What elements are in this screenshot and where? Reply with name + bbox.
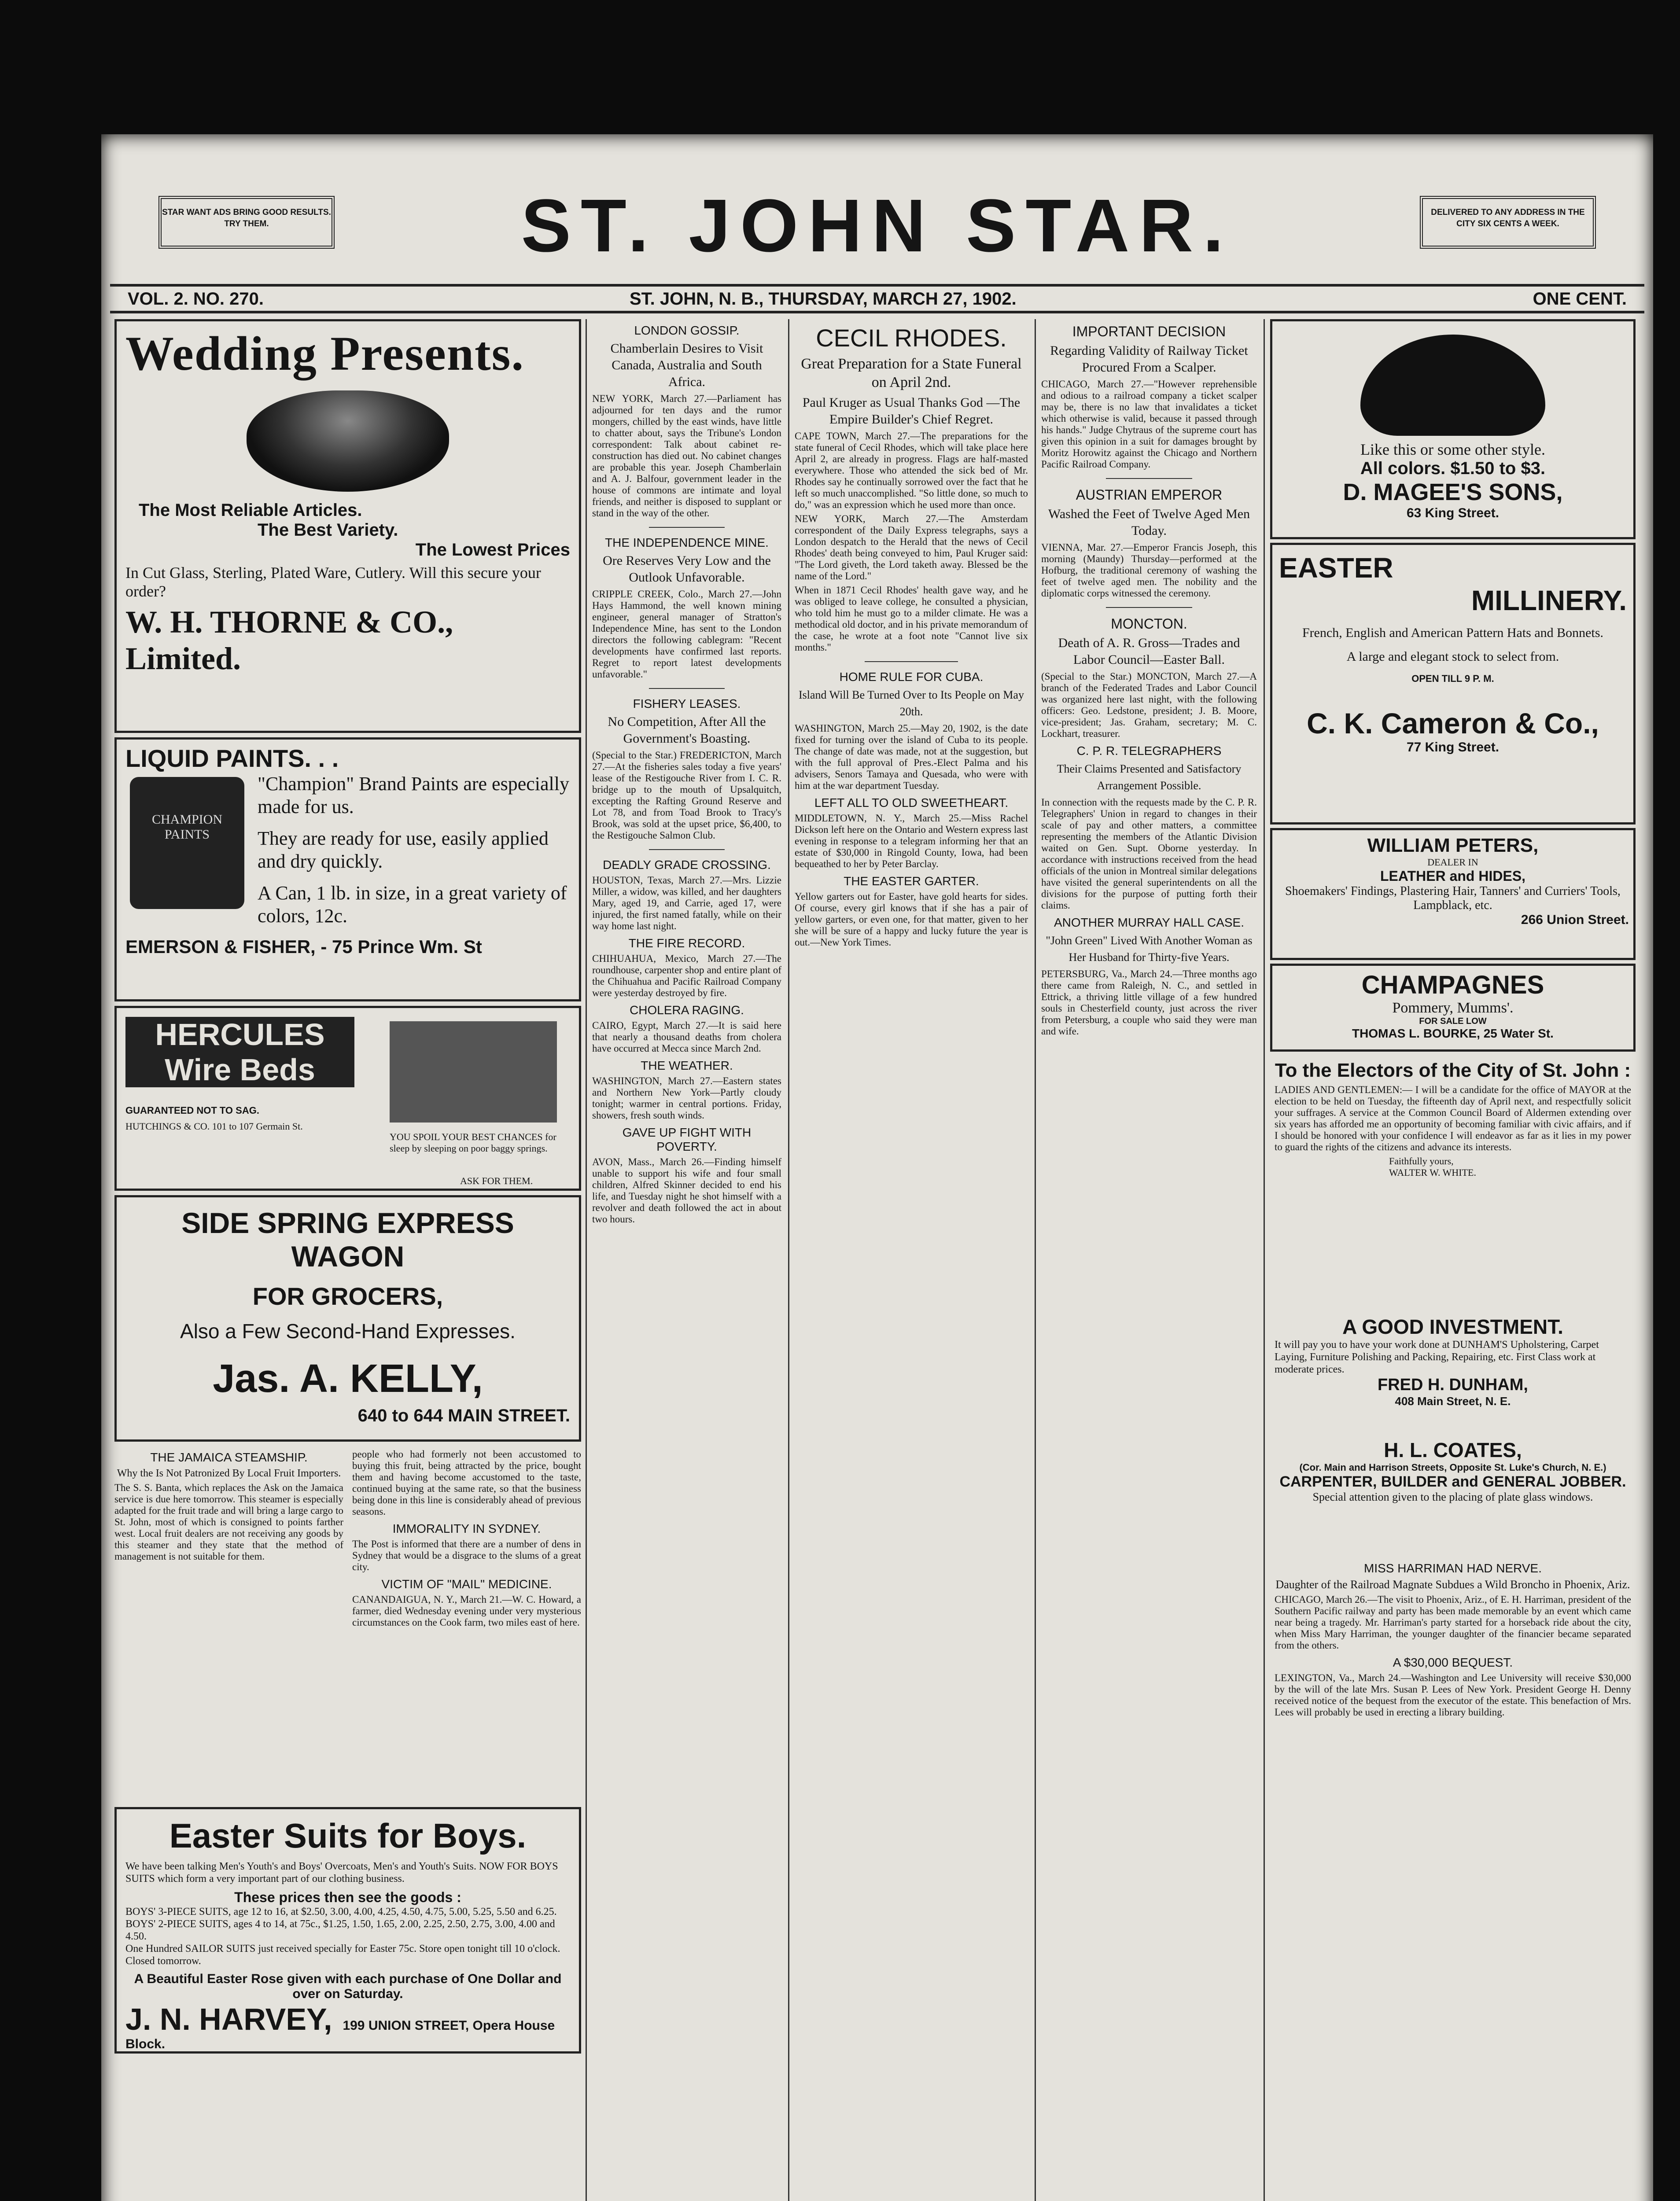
- variety-line: The Best Variety.: [258, 520, 398, 540]
- crossing-headline: DEADLY GRADE CROSSING.: [603, 858, 771, 872]
- murray-body: PETERSBURG, Va., March 24.—Three months ago there came from Raleigh, N. C., and settled in Ettrick, a thriving little village of a few hundred souls in Chesterfield county, just across the river from Petersburg, a couple who said they were man and wife.: [1041, 968, 1257, 1037]
- prices-line: The Lowest Prices: [415, 540, 570, 559]
- hercules-title: HERCULES Wire Beds: [125, 1017, 354, 1087]
- mine-headline: THE INDEPENDENCE MINE.: [605, 536, 769, 549]
- sweetheart-body: MIDDLETOWN, N. Y., March 25.—Miss Rachel Dickson left here on the Ontario and Western express last evening in response to a telegram informing her that an estate of $30,000 in Ringold County, Iowa, had been bequeathed to her by Peter Barclay.: [795, 813, 1028, 869]
- millinery-word: MILLINERY.: [1471, 585, 1627, 616]
- electors-headline: To the Electors of the City of St. John :: [1275, 1060, 1631, 1081]
- cholera-headline: CHOLERA RAGING.: [630, 1003, 744, 1017]
- cholera-body: CAIRO, Egypt, March 27.—It is said here that nearly a thousand deaths from cholera have occurred at Mecca since March 2nd.: [592, 1020, 781, 1054]
- rhodes-subhead: Great Preparation for a State Funeral on April 2nd.: [801, 356, 1022, 390]
- harriman-headline: MISS HARRIMAN HAD NERVE.: [1364, 1561, 1542, 1575]
- jamaica-headline: THE JAMAICA STEAMSHIP.: [150, 1450, 308, 1464]
- gossip-headline: LONDON GOSSIP.: [634, 324, 740, 337]
- thorne-ad: [114, 319, 581, 733]
- peters-name: WILLIAM PETERS,: [1367, 835, 1539, 856]
- cameron-address: 77 King Street.: [1406, 740, 1499, 755]
- harriman-story: [1270, 1561, 1636, 1718]
- investment-headline: A GOOD INVESTMENT.: [1342, 1315, 1563, 1338]
- sleeping-man-illustration: [390, 1021, 557, 1123]
- poverty-body: AVON, Mass., March 26.—Finding himself unable to support his wife and four small children, Alfred Skinner decided to end his life, and Tuesday night he shot himself with a revolver and death followed the act in about two hours.: [592, 1156, 781, 1225]
- fishery-body: (Special to the Star.) FREDERICTON, March 27.—At the fisheries sales today a five years' lease of the Restigouche River from I. C. R. bridge up to the mouth of Upsalquitch, excepting the Rafting Ground Reserve and Lot 78, and from Toad Brook to Tracy's Brook, was sold at the upset price, $6,400, to the Restigouche Salmon Club.: [592, 750, 781, 841]
- jamaica-col-b: [352, 1446, 581, 1803]
- masthead: [101, 176, 1653, 277]
- emperor-subhead: Washed the Feet of Twelve Aged Men Today.: [1048, 507, 1250, 538]
- emperor-body: VIENNA, Mar. 27.—Emperor Francis Joseph, this morning (Maundy) Thursday—performed at the Hofburg, the traditional ceremony of washing the feet of twelve aged men. The nobility and the diplomatic corps witnessed the ceremony.: [1041, 542, 1257, 599]
- garter-headline: THE EASTER GARTER.: [844, 874, 979, 888]
- fire-headline: THE FIRE RECORD.: [628, 936, 745, 950]
- ask-text: ASK FOR THEM.: [460, 1175, 533, 1186]
- price: ONE CENT.: [1533, 289, 1627, 309]
- column-3: [795, 319, 1028, 2201]
- weather-headline: THE WEATHER.: [641, 1059, 733, 1072]
- reliable-line: The Most Reliable Articles.: [139, 501, 362, 520]
- rhodes-body-2: NEW YORK, March 27.—The Amsterdam correspondent of the Daily Express telegraphs, says a London despatch to the Herald that the news of Cecil Rhodes' death being conveyed to him, Paul Kruger said: "The Lord giveth, the Lord taketh away. Blessed be the name of the Lord.": [795, 513, 1028, 582]
- plate-glass-line: Special attention given to the placing of plate glass windows.: [1312, 1491, 1593, 1503]
- dateline-bar: [110, 284, 1644, 313]
- coates-ad: [1270, 1434, 1636, 1557]
- dealer-label: DEALER IN: [1427, 857, 1478, 868]
- cpr-subhead: Their Claims Presented and Satisfactory Arrangement Possible.: [1057, 762, 1242, 792]
- harriman-body: CHICAGO, March 26.—The visit to Phoenix, Ariz., of E. H. Harriman, president of the Southern Pacific railway and party has been made memorable by an event which came near being a tragedy. Mr. Harriman's party started for a horseback ride about the city, when Miss Mary Harriman, the younger daughter of the financier became separated from the others.: [1275, 1594, 1631, 1651]
- fire-body: CHIHUAHUA, Mexico, March 27.—The roundhouse, carpenter shop and entire plant of the Chihuahua and Pacific Railroad Company were yesterday destroyed by fire.: [592, 953, 781, 998]
- harvey-ad: [114, 1807, 581, 2054]
- moncton-body: (Special to the Star.) MONCTON, March 27.—A branch of the Federated Trades and Labor Council was organized here last night, with the following officers: Geo. Ledstone, president; J. B. Moore, vice-president; Jas. Graham, secretary; M. C. Lockhart, treasurer.: [1041, 671, 1257, 739]
- cpr-body: In connection with the requests made by the C. P. R. Telegraphers' Union in regard to changes in their scale of pay and other matters, a committee representing the members of the Atlantic Division waited on Gen. Supt. Oborne yesterday. In accordance with instructions received from the head officials of the union in Montreal similar delegations have visited the general superintendents on all the divisions for the purpose of putting forth their claims.: [1041, 797, 1257, 911]
- rhodes-headline: CECIL RHODES.: [816, 324, 1007, 352]
- column-rule: [1035, 319, 1036, 2201]
- bourke-name: THOMAS L. BOURKE, 25 Water St.: [1352, 1027, 1554, 1040]
- faithfully-line: Faithfully yours,: [1389, 1156, 1454, 1167]
- kelly-ad: [114, 1195, 581, 1442]
- wagon-headline: SIDE SPRING EXPRESS WAGON: [181, 1207, 514, 1273]
- murray-headline: ANOTHER MURRAY HALL CASE.: [1054, 916, 1245, 929]
- right-ear-box: DELIVERED TO ANY ADDRESS IN THE CITY SIX CENTS A WEEK.: [1420, 196, 1596, 249]
- divider: [649, 527, 725, 528]
- paint-can-image: CHAMPION PAINTS: [130, 777, 244, 909]
- prices-line: These prices then see the goods :: [234, 1889, 461, 1905]
- divider: [865, 661, 958, 662]
- coates-name: H. L. COATES,: [1384, 1439, 1522, 1461]
- jamaica-subhead: Why the Is Not Patronized By Local Fruit Importers.: [117, 1468, 341, 1479]
- hutchings-text: HUTCHINGS & CO. 101 to 107 Germain St.: [125, 1121, 303, 1132]
- harvey-name: J. N. HARVEY,: [125, 2002, 332, 2036]
- murray-subhead: "John Green" Lived With Another Woman as Her Husband for Thirty-five Years.: [1046, 934, 1253, 964]
- divider: [1106, 607, 1192, 608]
- secondhand-line: Also a Few Second-Hand Expresses.: [180, 1320, 516, 1343]
- issue-date: ST. JOHN, N. B., THURSDAY, MARCH 27, 1902.: [630, 289, 1017, 309]
- cut-glass-text: In Cut Glass, Sterling, Plated Ware, Cutlery. Will this secure your order?: [125, 564, 541, 600]
- column-rule: [788, 319, 789, 2201]
- divider: [649, 849, 725, 850]
- ready-text: They are ready for use, easily applied and dry quickly.: [258, 828, 549, 872]
- weather-body: WASHINGTON, March 27.—Eastern states and Northern New York—Partly cloudy tonight; warmer in central portions. Friday, showers, fresh south winds.: [592, 1075, 781, 1121]
- spoil-text: YOU SPOIL YOUR BEST CHANCES for sleep by sleeping on poor baggy springs.: [390, 1131, 556, 1154]
- gossip-subhead: Chamberlain Desires to Visit Canada, Australia and South Africa.: [610, 341, 763, 389]
- rhodes-body: CAPE TOWN, March 27.—The preparations for the state funeral of Cecil Rhodes, which will take place here April 2, are already in progress. Flags are half-masted everywhere. Those who attended the sick bed of Mr. Rhodes say he continually sorrowed over the fact that he left so much unaccomplished. "So little done, so much to do," was an expression which he used more than once.: [795, 431, 1028, 510]
- can-price-text: A Can, 1 lb. in size, in a great variety of colors, 12c.: [258, 882, 567, 927]
- carpenter-line: CARPENTER, BUILDER and GENERAL JOBBER.: [1279, 1473, 1626, 1490]
- dunham-name: FRED H. DUNHAM,: [1378, 1376, 1528, 1394]
- mine-body: CRIPPLE CREEK, Colo., March 27.—John Hays Hammond, the well known mining engineer, general manager of Stratton's Independence Mine, has sent to the London directors the following cablegram: "Recent developments have confirmed last reports. Regret to report latest developments unfavorable.": [592, 589, 781, 680]
- easter-word: EASTER: [1279, 552, 1393, 584]
- for-sale-line: FOR SALE LOW: [1419, 1016, 1487, 1026]
- peters-ad: [1270, 828, 1636, 960]
- wedding-headline: Wedding Presents.: [125, 327, 524, 380]
- cuba-subhead: Island Will Be Turned Over to Its People on May 20th.: [799, 688, 1024, 718]
- boys-3piece: BOYS' 3-PIECE SUITS, age 12 to 16, at $2.50, 3.00, 4.00, 4.25, 4.50, 4.75, 5.00, 5.25, 5.50 and 6.25.: [125, 1906, 557, 1918]
- coates-address: (Cor. Main and Harrison Streets, Opposite St. Luke's Church, N. E.): [1299, 1462, 1606, 1473]
- cuba-headline: HOME RULE FOR CUBA.: [839, 670, 984, 684]
- hat-caption: Like this or some other style.: [1360, 441, 1545, 458]
- bequest-body: LEXINGTON, Va., March 24.—Washington and Lee University will receive $30,000 by the will of the late Mrs. Susan P. Lees of New York. President George H. Denny received notice of the bequest from the executor of the estate. This benefaction of Mrs. Lees will probably be used in erecting a library building.: [1275, 1672, 1631, 1718]
- cameron-name: C. K. Cameron & Co.,: [1307, 707, 1599, 740]
- jamaica-story: [114, 1446, 581, 1803]
- paints-headline: LIQUID PAINTS. . .: [125, 744, 339, 772]
- paints-ad: [114, 737, 581, 1001]
- emerson-name: EMERSON & FISHER, - 75 Prince Wm. St: [125, 936, 482, 957]
- white-signature: WALTER W. WHITE.: [1389, 1167, 1476, 1178]
- magee-address: 63 King Street.: [1406, 506, 1499, 520]
- immorality-body: The Post is informed that there are a number of dens in Sydney that would be a disgrace to the slums of a great city.: [352, 1538, 581, 1572]
- kelly-name: Jas. A. KELLY,: [213, 1357, 483, 1401]
- cameron-ad: [1270, 543, 1636, 824]
- millinery-body: French, English and American Pattern Hats and Bonnets.: [1302, 626, 1604, 640]
- hat-price: All colors. $1.50 to $3.: [1360, 459, 1546, 478]
- emperor-headline: AUSTRIAN EMPEROR: [1076, 487, 1223, 503]
- harvey-address: 199 UNION STREET, Opera House Block.: [125, 2018, 555, 2051]
- open-hours: OPEN TILL 9 P. M.: [1411, 673, 1494, 684]
- cuba-body: WASHINGTON, March 25.—May 20, 1902, is the date fixed for turning over the island of Cuba to its people. The change of date was made, not at the suggestion, but with the full approval of Pres.-Elect Palma and his advisers, Senors Tamaya and Quesada, who were with him at the war department Tuesday.: [795, 723, 1028, 791]
- column-2: [592, 319, 781, 2201]
- column-4: [1041, 319, 1257, 2201]
- mail-medicine-body: CANANDAIGUA, N. Y., March 21.—W. C. Howard, a farmer, died Wednesday evening under very mysterious circumstances on the Cook farm, two miles east of here.: [352, 1594, 581, 1628]
- bequest-headline: A $30,000 BEQUEST.: [1393, 1656, 1513, 1669]
- column-1-ads: [114, 319, 581, 2201]
- column-rule: [586, 319, 587, 2201]
- electors-body: LADIES AND GENTLEMEN:— I will be a candidate for the office of MAYOR at the election to be held on Tuesday, the fifteenth day of April next, and respectfully solicit your suffrages. A service at the Common Council Board of Aldermen extending over six years has afforded me an opportunity of becoming familiar with civic affairs, and if I should be honored with your confidence I will endeavor as far as it lies in my power to guard the rights of the citizens and advance its interests.: [1275, 1084, 1631, 1152]
- rhodes-subhead-2: Paul Kruger as Usual Thanks God —The Empire Builder's Chief Regret.: [802, 395, 1021, 427]
- mine-subhead: Ore Reserves Very Low and the Outlook Unfavorable.: [603, 553, 771, 585]
- jamaica-col-a: [114, 1446, 343, 1803]
- investment-body: It will pay you to have your work done at DUNHAM'S Upholstering, Carpet Laying, Furniture Polishing and Packing, Repairing, etc. First Class work at moderate prices.: [1275, 1339, 1599, 1375]
- jamaica-body-cont: people who had formerly not been accustomed to buying this fruit, being attracted by the price, bought them and having become accustomed to the taste, continued buying at the same rate, so that the business being done in this line is considerably ahead of previous seasons.: [352, 1449, 581, 1517]
- crossing-body: HOUSTON, Texas, March 27.—Mrs. Lizzie Miller, a widow, was killed, and her daughters Mary, aged 19, and Carrie, aged 17, were injured, the first named fatally, while on their way home last night.: [592, 875, 781, 931]
- decision-body: CHICAGO, March 27.—"However reprehensible and odious to a railroad company a ticket scalper may be, there is no law that invalidates a ticket which otherwise is valid, because it passed through his hands." Judge Chytraus of the supreme court has given this opinion in a suit for damages brought by Moritz Horowitz against the Chicago and Northern Pacific Railroad Company.: [1041, 379, 1257, 470]
- millinery-body-2: A large and elegant stock to select from.: [1346, 649, 1559, 664]
- thorne-name: W. H. THORNE & CO., Limited.: [125, 604, 453, 676]
- dunham-address: 408 Main Street, N. E.: [1395, 1395, 1511, 1408]
- champion-text: "Champion" Brand Paints are especially made for us.: [258, 773, 569, 817]
- easter-suits-body: We have been talking Men's Youth's and Boys' Overcoats, Men's and Youth's Suits. NOW FOR BOYS SUITS which form a very important part of our clothing business.: [125, 1861, 558, 1884]
- moncton-subhead: Death of A. R. Gross—Trades and Labor Council—Easter Ball.: [1058, 636, 1240, 667]
- moncton-headline: MONCTON.: [1111, 616, 1187, 632]
- sweetheart-headline: LEFT ALL TO OLD SWEETHEART.: [814, 796, 1009, 810]
- column-rule: [1264, 319, 1265, 2201]
- hat-image: [1360, 335, 1545, 436]
- bourke-ad: [1270, 964, 1636, 1052]
- volume-number: VOL. 2. NO. 270.: [128, 289, 264, 309]
- easter-suits-headline: Easter Suits for Boys.: [169, 1816, 527, 1855]
- electors-notice: [1270, 1055, 1636, 1310]
- left-ear-box: STAR WANT ADS BRING GOOD RESULTS. TRY THEM.: [158, 196, 335, 249]
- newspaper-page: [101, 134, 1653, 2201]
- boys-2piece: BOYS' 2-PIECE SUITS, ages 4 to 14, at 75c., $1.25, 1.50, 1.65, 2.00, 2.25, 2.50, 2.75, 3.00, 4.00 and 4.50.: [125, 1918, 555, 1942]
- hercules-ad: [114, 1006, 581, 1191]
- findings-line: Shoemakers' Findings, Plastering Hair, Tanners' and Curriers' Tools, Lampblack, etc.: [1285, 884, 1621, 912]
- champagnes-word: CHAMPAGNES: [1361, 971, 1544, 999]
- rhodes-body-3: When in 1871 Cecil Rhodes' health gave way, and he was obliged to leave college, he consulted a physician, who told him he must go to a milder climate. He was a methodical old doctor, and in his private memorandum of the case, he wrote at a foot note "Cannot live six months.": [795, 585, 1028, 653]
- cut-glass-bowl-image: [247, 390, 449, 492]
- leather-line: LEATHER and HIDES,: [1380, 868, 1526, 884]
- grocers-line: FOR GROCERS,: [252, 1282, 443, 1310]
- divider: [649, 688, 725, 689]
- pommery-line: Pommery, Mumms'.: [1392, 1000, 1514, 1016]
- guaranteed-text: GUARANTEED NOT TO SAG.: [125, 1105, 259, 1116]
- cpr-headline: C. P. R. TELEGRAPHERS: [1076, 744, 1222, 758]
- jamaica-body: The S. S. Banta, which replaces the Ask on the Jamaica service is due here tomorrow. This steamer is especially adapted for the fruit trade and will bring a large cargo to St. John, most of which is consigned to points farther west. Local fruit dealers are not receiving any goods by this steamer and they state that the method of management is not suitable for them.: [114, 1482, 343, 1562]
- sailor-suits: One Hundred SAILOR SUITS just received specially for Easter 75c. Store open tonight till 10 o'clock. Closed tomorrow.: [125, 1943, 560, 1967]
- harriman-subhead: Daughter of the Railroad Magnate Subdues a Wild Broncho in Phoenix, Ariz.: [1275, 1578, 1630, 1591]
- poverty-headline: GAVE UP FIGHT WITH POVERTY.: [622, 1126, 752, 1153]
- divider: [1106, 478, 1192, 479]
- kelly-address: 640 to 644 MAIN STREET.: [357, 1406, 570, 1425]
- newspaper-title: ST. JOHN STAR.: [521, 184, 1234, 268]
- immorality-headline: IMMORALITY IN SYDNEY.: [392, 1522, 541, 1535]
- gossip-body: NEW YORK, March 27.—Parliament has adjourned for ten days and the rumor mongers, chilled by the east winds, have little to chatter about, says the Tribune's London correspondent: Talk about cabinet re-construction has died out. No cabinet changes are probable this year. Joseph Chamberlain and A. J. Balfour, government leader in the house of commons are intimate and loyal friends, and neither is disposed to supplant or stand in the way of the other.: [592, 393, 781, 519]
- fishery-subhead: No Competition, After All the Government's Boasting.: [608, 714, 766, 746]
- peters-address: 266 Union Street.: [1521, 913, 1629, 927]
- decision-subhead: Regarding Validity of Railway Ticket Procured From a Scalper.: [1050, 343, 1248, 375]
- magee-name: D. MAGEE'S SONS,: [1343, 479, 1563, 505]
- dunham-ad: [1270, 1310, 1636, 1434]
- fishery-headline: FISHERY LEASES.: [633, 697, 741, 710]
- garter-body: Yellow garters out for Easter, have gold hearts for sides. Of course, every girl knows that if she has a pair of yellow garters, or even one, for that matter, given to her she will be sure of a happy and lucky future the year is out.—New York Times.: [795, 891, 1028, 948]
- easter-rose: A Beautiful Easter Rose given with each purchase of One Dollar and over on Saturday.: [134, 1972, 562, 2001]
- decision-headline: IMPORTANT DECISION: [1072, 324, 1226, 339]
- column-5-ads: [1270, 319, 1636, 2201]
- magee-ad: [1270, 319, 1636, 539]
- mail-medicine-headline: VICTIM OF "MAIL" MEDICINE.: [381, 1577, 552, 1591]
